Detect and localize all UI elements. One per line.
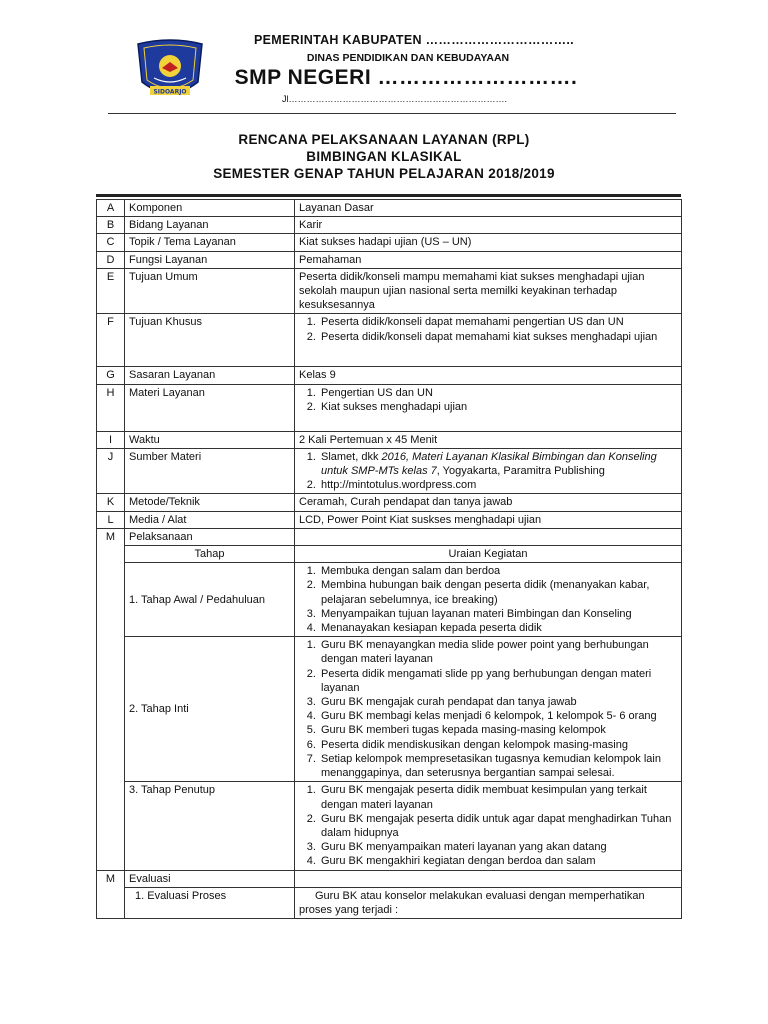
table-row (97, 314, 682, 367)
title-line-3: SEMESTER GENAP TAHUN PELAJARAN 2018/2019 (213, 166, 555, 181)
row-label: Pelaksanaan (125, 528, 295, 545)
title-divider (96, 194, 681, 197)
row-label: Komponen (125, 200, 295, 217)
row-letter: M (97, 870, 125, 919)
stage-row (97, 563, 682, 637)
row-letter: D (97, 251, 125, 268)
list-item: 4. Guru BK mengakhiri kegiatan dengan berdoa dan salam (319, 854, 677, 868)
emblem-text: SIDOARJO (153, 88, 187, 96)
row-letter: E (97, 268, 125, 314)
list-item: 6. Peserta didik mendiskusikan dengan kelompok masing-masing (319, 738, 677, 752)
list-item: 2. Membina hubungan baik dengan peserta didik (menanyakan kabar, pelajaran sebelumnya, ice breaking) (319, 578, 677, 606)
row-label: Waktu (125, 431, 295, 448)
objective-list (299, 315, 677, 343)
stage-name: 1. Tahap Awal / Pedahuluan (125, 563, 295, 637)
stage-activities (295, 637, 682, 782)
row-value: Layanan Dasar (295, 200, 682, 217)
table-row (97, 367, 682, 384)
list-item: 1. Guru BK menayangkan media slide power point yang berhubungan dengan materi layanan (319, 638, 677, 666)
row-label: Materi Layanan (125, 384, 295, 431)
row-letter: F (97, 314, 125, 367)
list-item: 3. Guru BK mengajak curah pendapat dan tanya jawab (319, 695, 677, 709)
list-item: 4. Guru BK membagi kelas menjadi 6 kelompok, 1 kelompok 5- 6 orang (319, 709, 677, 723)
list-item: 2. Guru BK mengajak peserta didik untuk agar dapat menghadirkan Tuhan dalam hidupnya (319, 812, 677, 840)
list-item: 3. Guru BK menyampaikan materi layanan yang akan datang (319, 840, 677, 854)
source-publisher: , Yogyakarta, Paramitra Publishing (436, 465, 605, 478)
row-letter: J (97, 448, 125, 494)
table-row (97, 251, 682, 268)
list-item: 1. Membuka dengan salam dan berdoa (319, 564, 677, 578)
list-item: 4. Menanayakan kesiapan kepada peserta didik (319, 621, 677, 635)
row-label: Tujuan Khusus (125, 314, 295, 367)
material-list (299, 386, 677, 414)
row-value: Ceramah, Curah pendapat dan tanya jawab (295, 494, 682, 511)
row-value: Pemahaman (295, 251, 682, 268)
list-item: 2. Peserta didik mengamati slide pp yang berhubungan dengan materi layanan (319, 667, 677, 695)
stage-activities (295, 563, 682, 637)
table-row (97, 217, 682, 234)
table-row (97, 384, 682, 431)
row-label: Bidang Layanan (125, 217, 295, 234)
stage-activities (295, 782, 682, 870)
source-link[interactable]: 2. http://mintotulus.wordpress.com (319, 478, 677, 492)
row-value: Karir (295, 217, 682, 234)
table-row (97, 511, 682, 528)
row-label: Sumber Materi (125, 448, 295, 494)
department-line: DINAS PENDIDIKAN DAN KEBUDAYAAN (306, 52, 510, 64)
stage-row (97, 782, 682, 870)
row-letter: K (97, 494, 125, 511)
evaluation-process-text: Guru BK atau konselor melakukan evaluasi dengan memperhatikan proses yang terjadi : (295, 887, 682, 918)
row-letter: B (97, 217, 125, 234)
activity-list (299, 783, 677, 868)
evaluation-process-label: 1. Evaluasi Proses (125, 887, 295, 918)
stage-name: 2. Tahap Inti (125, 637, 295, 782)
list-item: 2. Kiat sukses menghadapi ujian (319, 400, 677, 414)
list-item (319, 450, 677, 478)
source-list (299, 450, 677, 493)
school-emblem-icon (132, 38, 208, 102)
row-value: LCD, Power Point Kiat suskses menghadapi ujian (295, 511, 682, 528)
pelaksanaan-header-row (97, 546, 682, 563)
row-label: Fungsi Layanan (125, 251, 295, 268)
row-label: Tujuan Umum (125, 268, 295, 314)
activity-list (299, 564, 677, 635)
header-divider (108, 113, 676, 114)
source-author: Slamet, dkk (321, 450, 382, 463)
list-item: 5. Guru BK memberi tugas kepada masing-masing kelompok (319, 723, 677, 737)
row-letter: L (97, 511, 125, 528)
activity-list (299, 638, 677, 780)
list-item: 7. Setiap kelompok mempresetasikan tugasnya kemudian kelompok lain menanggapinya, dan seterusnya bergantian sampai selesai. (319, 752, 677, 780)
row-value (295, 870, 682, 887)
table-row (97, 494, 682, 511)
school-name: SMP NEGERI ………………………. (234, 66, 578, 89)
row-letter: G (97, 367, 125, 384)
row-label: Sasaran Layanan (125, 367, 295, 384)
table-row (97, 200, 682, 217)
row-value: 2 Kali Pertemuan x 45 Menit (295, 431, 682, 448)
title-line-1: RENCANA PELAKSANAAN LAYANAN (RPL) (238, 132, 530, 147)
rpl-table (96, 199, 682, 919)
row-value (295, 384, 682, 431)
column-header-tahap: Tahap (125, 546, 295, 563)
table-row (97, 268, 682, 314)
document-titles (0, 131, 768, 182)
column-header-uraian: Uraian Kegiatan (295, 546, 682, 563)
row-value (295, 528, 682, 545)
stage-name: 3. Tahap Penutup (125, 782, 295, 870)
title-line-2: BIMBINGAN KLASIKAL (306, 149, 462, 164)
stage-row (97, 637, 682, 782)
table-row (97, 234, 682, 251)
document-header (0, 0, 768, 120)
row-letter: I (97, 431, 125, 448)
list-item: 1. Pengertian US dan UN (319, 386, 677, 400)
row-letter: H (97, 384, 125, 431)
row-letter: C (97, 234, 125, 251)
row-label: Topik / Tema Layanan (125, 234, 295, 251)
row-value (295, 448, 682, 494)
table-row (97, 870, 682, 887)
list-item: 3. Menyampaikan tujuan layanan materi Bimbingan dan Konseling (319, 607, 677, 621)
row-value (295, 314, 682, 367)
table-row (97, 431, 682, 448)
table-row (97, 528, 682, 545)
address-line: Jl………………………………………………………………. (282, 94, 507, 104)
row-label: Evaluasi (125, 870, 295, 887)
row-label: Metode/Teknik (125, 494, 295, 511)
row-value: Kelas 9 (295, 367, 682, 384)
row-letter: M (97, 528, 125, 870)
table-row (97, 448, 682, 494)
row-label: Media / Alat (125, 511, 295, 528)
list-item: 2. Peserta didik/konseli dapat memahami kiat sukses menghadapi ujian (319, 330, 677, 344)
source-title: 2016, Materi Layanan Klasikal Bimbingan dan Konseling untuk SMP-MTs kelas 7 (321, 450, 657, 478)
row-letter: A (97, 200, 125, 217)
evaluation-row (97, 887, 682, 918)
government-line: PEMERINTAH KABUPATEN …………………………….. (254, 33, 574, 47)
list-item: 1. Peserta didik/konseli dapat memahami pengertian US dan UN (319, 315, 677, 329)
row-value: Peserta didik/konseli mampu memahami kiat sukses menghadapi ujian sekolah maupun ujian nasional serta memilki keyakinan terhadap kesuksesannya (295, 268, 682, 314)
row-value: Kiat sukses hadapi ujian (US – UN) (295, 234, 682, 251)
list-item: 1. Guru BK mengajak peserta didik membuat kesimpulan yang terkait dengan materi layanan (319, 783, 677, 811)
